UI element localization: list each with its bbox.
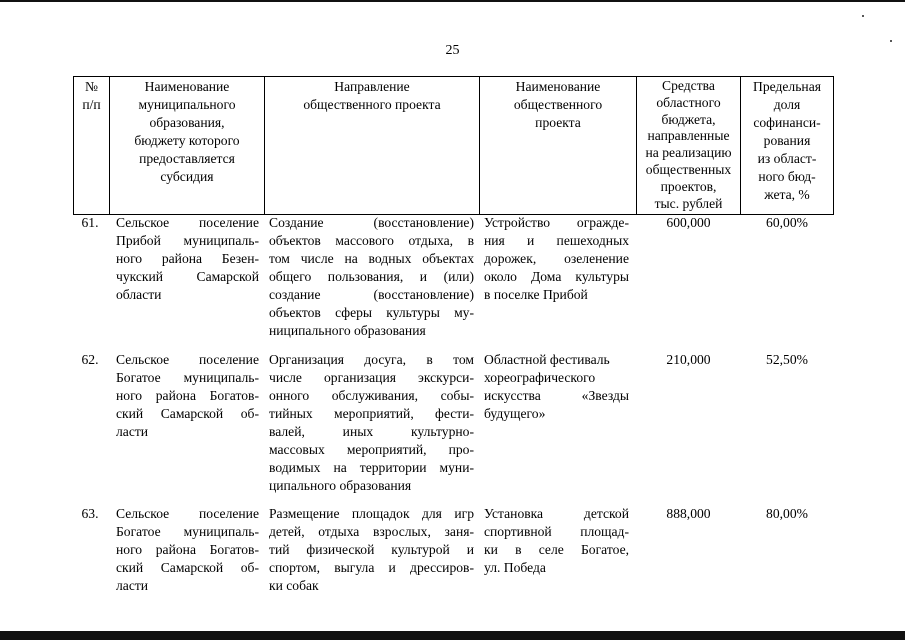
header-no: № п/п xyxy=(82,79,101,112)
scan-speck xyxy=(862,15,864,17)
header-municipality: Наименование муниципального образования, бюджету которого предоставляется субсидия xyxy=(134,79,240,184)
header-share: Предельная доля софинанси- рования из област- ного бюд- жета, % xyxy=(753,79,821,202)
project-cell: Областной фестиваль хореографического искусства «Звезды будущего» xyxy=(484,352,629,421)
funds-cell: 600,000 xyxy=(666,215,711,230)
page-number: 25 xyxy=(445,43,460,58)
project-cell: Установка детской спортивной площад- ки в селе Богатое, ул. Победа xyxy=(484,506,629,575)
header-project: Наименование общественного проекта xyxy=(513,79,603,130)
project-cell: Устройство огражде- ния и пешеходных дорожек, озеленение около Дома культуры в поселке Прибой xyxy=(484,215,629,302)
direction-cell: Организация досуга, в том числе организация экскурси- онного обслуживания, собы- тийных мероприятий, фести- валей, иных культурно- массовых мероприятий, про- водимых на территории муни- ципального образования xyxy=(269,352,474,493)
row-number: 63. xyxy=(81,506,99,521)
municipality-cell: Сельское поселение Богатое муниципаль- ного района Богатов- ский Самарской об- ласти xyxy=(116,506,259,593)
header-funds: Средства областного бюджета, направленные на реализацию общественных проектов, тыс. рублей xyxy=(645,78,732,211)
municipality-cell: Сельское поселение Прибой муниципаль- ного района Безен- чукский Самарской области xyxy=(116,215,259,302)
direction-cell: Размещение площадок для игр детей, отдыха взрослых, заня- тий физической культурой и спортом, выгула и дрессиров- ки собак xyxy=(269,506,474,593)
funds-cell: 888,000 xyxy=(666,506,711,521)
municipality-cell: Сельское поселение Богатое муниципаль- ного района Богатов- ский Самарской об- ласти xyxy=(116,352,259,439)
header-direction: Направление общественного проекта xyxy=(303,79,441,112)
funds-cell: 210,000 xyxy=(666,352,711,367)
row-number: 61. xyxy=(81,215,99,230)
table-border xyxy=(833,76,834,214)
top-scan-border xyxy=(0,0,905,2)
share-cell: 60,00% xyxy=(766,215,808,230)
direction-cell: Создание (восстановление) объектов массового отдыха, в том числе на водных объектах общего пользования, и (или) создание (восстановление) объектов сферы культуры му- ниципального образования xyxy=(269,215,474,338)
share-cell: 52,50% xyxy=(766,352,808,367)
row-number: 62. xyxy=(81,352,99,367)
share-cell: 80,00% xyxy=(766,506,808,521)
bottom-scan-border xyxy=(0,631,905,640)
